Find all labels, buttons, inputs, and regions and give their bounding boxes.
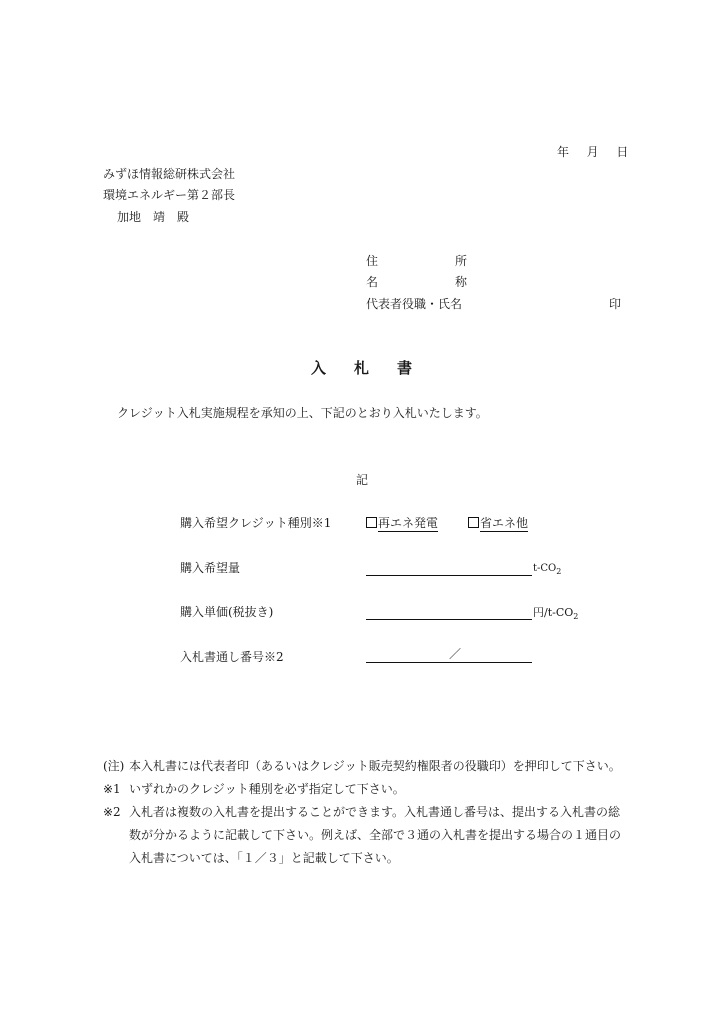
sender-rep-label: 代表者役職・氏名 bbox=[366, 297, 463, 311]
addressee-department: 環境エネルギー第２部長 bbox=[103, 188, 236, 202]
sender-address-label-2: 所 bbox=[455, 254, 468, 268]
credit-type-option-renewable[interactable] bbox=[366, 517, 438, 529]
note-1-mark: ※1 bbox=[103, 782, 121, 796]
price-unit bbox=[533, 607, 578, 621]
intro-text: クレジット入札実施規程を承知の上、下記のとおり入札いたします。 bbox=[117, 406, 488, 420]
note-mark: (注) bbox=[103, 759, 125, 773]
sender-seal-mark: 印 bbox=[609, 297, 622, 311]
credit-type-label: 購入希望クレジット種別※1 bbox=[180, 516, 332, 530]
price-input-line[interactable] bbox=[366, 619, 532, 620]
serial-slash: ／ bbox=[449, 647, 462, 661]
amount-input-line[interactable] bbox=[366, 575, 532, 576]
document-title-1: 入 bbox=[311, 359, 327, 377]
sender-address-label-1: 住 bbox=[366, 254, 379, 268]
price-unit-text: 円/t-CO bbox=[533, 606, 574, 619]
note-2-mark: ※2 bbox=[103, 805, 121, 819]
credit-type-option-energy-saving[interactable] bbox=[468, 517, 528, 529]
amount-unit bbox=[533, 564, 561, 576]
amount-unit-text: t-CO bbox=[533, 563, 557, 574]
price-label: 購入単価(税抜き) bbox=[180, 605, 274, 619]
serial-input-line[interactable] bbox=[366, 662, 532, 663]
note-main-text: 本入札書には代表者印（あるいはクレジット販売契約権限者の役職印）を押印して下さい。 bbox=[129, 759, 621, 773]
ki-heading: 記 bbox=[356, 473, 369, 487]
note-main bbox=[103, 755, 623, 778]
sender-name-label-1: 名 bbox=[366, 275, 379, 289]
amount-unit-subscript: 2 bbox=[556, 567, 562, 576]
note-2-text: 入札者は複数の入札書を提出することができます。入札書通し番号は、提出する入札書の総数が分かるように記載して下さい。例えば、全部で３通の入札書を提出する場合の１通目の入札書については、「１／３」と記載して下さい。 bbox=[129, 805, 622, 865]
date-day: 日 bbox=[616, 145, 629, 159]
addressee-company: みずほ情報総研株式会社 bbox=[103, 167, 236, 181]
date-line bbox=[557, 146, 628, 158]
checkbox-icon[interactable] bbox=[366, 517, 377, 528]
date-year: 年 bbox=[557, 145, 570, 159]
checkbox-icon[interactable] bbox=[468, 517, 479, 528]
date-month: 月 bbox=[586, 145, 599, 159]
document-title-3: 書 bbox=[397, 359, 413, 377]
note-1 bbox=[103, 778, 623, 801]
serial-label: 入札書通し番号※2 bbox=[180, 650, 284, 664]
amount-label: 購入希望量 bbox=[180, 561, 241, 575]
addressee-person: 加地 靖 殿 bbox=[117, 210, 190, 224]
note-block bbox=[103, 755, 623, 870]
sender-name-label-2: 称 bbox=[455, 275, 468, 289]
price-unit-subscript: 2 bbox=[573, 612, 579, 622]
note-2 bbox=[103, 801, 623, 870]
option-energy-saving-label: 省エネ他 bbox=[480, 516, 529, 530]
option-renewable-label: 再エネ発電 bbox=[378, 516, 439, 530]
document-title-2: 札 bbox=[354, 359, 370, 377]
note-1-text: いずれかのクレジット種別を必ず指定して下さい。 bbox=[129, 782, 405, 796]
